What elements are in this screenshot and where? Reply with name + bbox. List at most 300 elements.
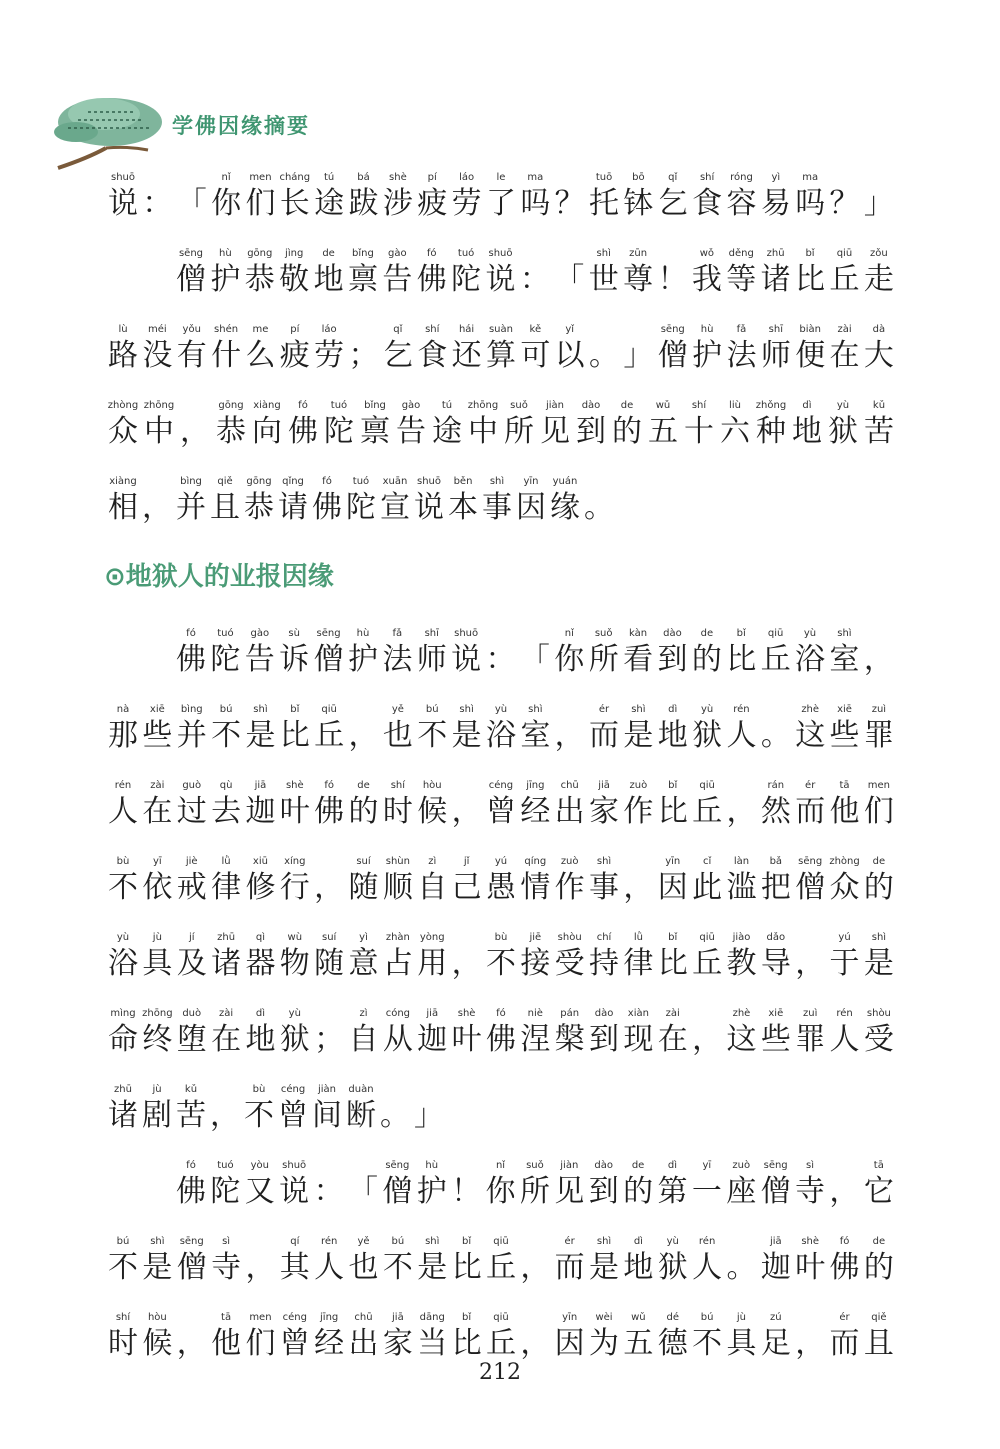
- text-line: [106, 382, 896, 452]
- pinyin: suǒ: [594, 628, 613, 639]
- pinyin: bù: [252, 1084, 266, 1095]
- hanzi: ，: [314, 870, 345, 905]
- hanzi: 护: [692, 338, 723, 373]
- hanzi: 在: [657, 1022, 688, 1057]
- pinyin: de: [872, 856, 886, 867]
- character-with-pinyin: [449, 247, 483, 300]
- hanzi: 没: [142, 338, 173, 373]
- text-line: [174, 610, 896, 680]
- character-with-pinyin: [759, 779, 793, 832]
- pinyin: zuò: [732, 1160, 751, 1171]
- hanzi: 走: [863, 262, 894, 297]
- pinyin: suí: [321, 932, 337, 943]
- character-with-pinyin: [553, 1007, 587, 1060]
- hanzi: 不: [485, 946, 516, 981]
- pinyin: gào: [388, 248, 407, 259]
- character-with-pinyin: [656, 171, 690, 224]
- character-with-pinyin: [793, 931, 827, 984]
- character-with-pinyin: [862, 1007, 896, 1060]
- character-with-pinyin: [347, 1007, 381, 1060]
- pinyin: tuó: [352, 476, 370, 487]
- character-with-pinyin: [450, 171, 484, 224]
- hanzi: 在: [211, 1022, 242, 1057]
- pinyin: yě: [391, 704, 404, 715]
- hanzi: ！: [451, 1174, 482, 1209]
- hanzi: ，: [623, 870, 654, 905]
- hanzi: 佛: [829, 1250, 860, 1285]
- character-with-pinyin: [381, 1007, 415, 1060]
- pinyin: qiū: [767, 628, 784, 639]
- hanzi: 而: [589, 718, 620, 753]
- pinyin: rén: [836, 1008, 853, 1019]
- character-with-pinyin: [587, 1159, 621, 1212]
- pinyin: xíng: [284, 856, 306, 867]
- text-line: [106, 762, 896, 832]
- hanzi: 人: [829, 1022, 860, 1057]
- hanzi: 丘: [692, 946, 723, 981]
- hanzi: ，: [795, 946, 826, 981]
- hanzi: 丘: [692, 794, 723, 829]
- character-with-pinyin: [690, 1311, 724, 1364]
- character-with-pinyin: [690, 1007, 724, 1060]
- pinyin: zài: [219, 1008, 234, 1019]
- pinyin: tuō: [595, 172, 613, 183]
- hanzi: 律: [211, 870, 242, 905]
- hanzi: 僧: [313, 642, 344, 677]
- character-with-pinyin: [381, 1311, 415, 1364]
- pinyin: hòu: [147, 1312, 167, 1323]
- character-with-pinyin: [646, 399, 680, 452]
- pinyin: běn: [453, 476, 473, 487]
- character-with-pinyin: [174, 1159, 208, 1212]
- hanzi: 占: [382, 946, 413, 981]
- character-with-pinyin: [174, 627, 208, 680]
- pinyin: shì: [837, 628, 852, 639]
- pinyin: lǜ: [633, 932, 643, 943]
- hanzi: 们: [245, 186, 276, 221]
- character-with-pinyin: [518, 1311, 552, 1364]
- character-with-pinyin: [276, 1083, 310, 1136]
- pinyin: tú: [441, 400, 453, 411]
- character-with-pinyin: [621, 779, 655, 832]
- hanzi: 到: [589, 1022, 620, 1057]
- pinyin: shì: [150, 1236, 165, 1247]
- hanzi: 算: [485, 338, 516, 373]
- character-with-pinyin: [312, 171, 346, 224]
- hanzi: 为: [589, 1326, 620, 1361]
- hanzi: 。: [760, 718, 791, 753]
- hanzi: 恭: [244, 490, 274, 525]
- hanzi: 佛: [288, 414, 318, 449]
- text-line: [174, 1142, 896, 1212]
- pinyin: yì: [359, 932, 368, 943]
- hanzi: 佛: [312, 490, 342, 525]
- pinyin: hù: [356, 628, 370, 639]
- hanzi: 们: [245, 1326, 276, 1361]
- hanzi: 「: [176, 186, 207, 221]
- hanzi: 禀: [360, 414, 390, 449]
- character-with-pinyin: [312, 1007, 346, 1060]
- hanzi: 钵: [623, 186, 654, 221]
- character-with-pinyin: [312, 323, 346, 376]
- character-with-pinyin: [759, 171, 793, 224]
- hanzi: 随: [348, 870, 379, 905]
- hanzi: 丘: [485, 1326, 516, 1361]
- hanzi: 护: [210, 262, 241, 297]
- pinyin: shòu: [557, 932, 582, 943]
- character-with-pinyin: [724, 1311, 758, 1364]
- pinyin: yǒu: [182, 324, 201, 335]
- hanzi: 具: [726, 1326, 757, 1361]
- hanzi: 丘: [760, 642, 791, 677]
- character-with-pinyin: [587, 171, 621, 224]
- pinyin: céng: [488, 780, 514, 791]
- pinyin: bō: [632, 172, 645, 183]
- pinyin: zǒu: [869, 248, 888, 259]
- character-with-pinyin: [621, 627, 655, 680]
- hanzi: 苦: [176, 1098, 206, 1133]
- character-with-pinyin: [174, 1083, 208, 1136]
- pinyin: shuō: [454, 628, 479, 639]
- pinyin: yù: [494, 704, 508, 715]
- pinyin: qiū: [493, 1312, 509, 1323]
- character-with-pinyin: [415, 1235, 449, 1288]
- hanzi: 滥: [726, 870, 757, 905]
- pinyin: dà: [872, 324, 886, 335]
- pinyin: jīng: [526, 780, 545, 791]
- hanzi: 命: [108, 1022, 138, 1057]
- character-with-pinyin: [754, 399, 788, 452]
- character-with-pinyin: [278, 1311, 312, 1364]
- hanzi: 他: [829, 794, 860, 829]
- pinyin: cóng: [385, 1008, 411, 1019]
- character-with-pinyin: [415, 323, 449, 376]
- hanzi: 到: [588, 1174, 619, 1209]
- hanzi: 并: [176, 718, 207, 753]
- character-with-pinyin: [449, 1159, 483, 1212]
- character-with-pinyin: [484, 703, 518, 756]
- pinyin: qǐ: [393, 324, 403, 335]
- hanzi: 还: [451, 338, 482, 373]
- pinyin: cháng: [279, 172, 311, 183]
- pinyin: xiàn: [627, 1008, 649, 1019]
- hanzi: 事: [589, 870, 620, 905]
- hanzi: 师: [416, 642, 447, 677]
- hanzi: 的: [863, 1250, 894, 1285]
- character-with-pinyin: [718, 399, 752, 452]
- character-with-pinyin: [724, 627, 758, 680]
- hanzi: 疲: [417, 186, 448, 221]
- hanzi: 以: [554, 338, 585, 373]
- pinyin: zhōng: [142, 1008, 173, 1019]
- hanzi: ，: [726, 794, 757, 829]
- hanzi: 地: [313, 262, 344, 297]
- text-line: [106, 1218, 896, 1288]
- character-with-pinyin: [553, 703, 587, 756]
- hanzi: 些: [829, 718, 860, 753]
- pinyin: bǎ: [769, 856, 783, 867]
- character-with-pinyin: [450, 1007, 484, 1060]
- pinyin: qiū: [699, 932, 715, 943]
- hanzi: 相: [108, 490, 138, 525]
- pinyin: fó: [186, 1160, 196, 1171]
- hanzi: 的: [623, 1174, 654, 1209]
- character-with-pinyin: [175, 931, 209, 984]
- hanzi: ，: [795, 1326, 826, 1361]
- character-with-pinyin: [827, 627, 861, 680]
- hanzi: ，: [451, 794, 482, 829]
- character-with-pinyin: [655, 627, 689, 680]
- character-with-pinyin: [724, 931, 758, 984]
- hanzi: 么: [245, 338, 276, 373]
- pinyin: lǜ: [221, 856, 231, 867]
- character-with-pinyin: [656, 855, 690, 908]
- character-with-pinyin: [582, 475, 616, 528]
- pinyin: bǐ: [668, 932, 678, 943]
- pinyin: wǒ: [699, 248, 714, 259]
- hanzi: 十: [684, 414, 714, 449]
- hanzi: 所: [504, 414, 534, 449]
- pinyin: làn: [733, 856, 750, 867]
- character-with-pinyin: [656, 1311, 690, 1364]
- character-with-pinyin: [312, 1159, 346, 1212]
- hanzi: 法: [382, 642, 413, 677]
- pinyin: me: [252, 324, 269, 335]
- hanzi: 所: [588, 642, 619, 677]
- character-with-pinyin: [106, 779, 140, 832]
- character-with-pinyin: [690, 627, 724, 680]
- character-with-pinyin: [380, 1159, 414, 1212]
- character-with-pinyin: [621, 323, 655, 376]
- pinyin: yī: [702, 1160, 712, 1171]
- hanzi: 情: [520, 870, 551, 905]
- character-with-pinyin: [518, 779, 552, 832]
- character-with-pinyin: [106, 855, 140, 908]
- pinyin: shuō: [282, 1160, 307, 1171]
- pinyin: ér: [839, 1312, 850, 1323]
- character-with-pinyin: [862, 247, 896, 300]
- character-with-pinyin: [381, 779, 415, 832]
- hanzi: 。: [380, 1098, 410, 1133]
- text-line: [106, 458, 896, 528]
- character-with-pinyin: [209, 171, 243, 224]
- hanzi: ，: [176, 1326, 207, 1361]
- hanzi: ；: [314, 1022, 345, 1057]
- hanzi: 苦: [864, 414, 894, 449]
- character-with-pinyin: [724, 1159, 758, 1212]
- character-with-pinyin: [484, 931, 518, 984]
- hanzi: 迦: [760, 1250, 791, 1285]
- text-line: [106, 838, 896, 908]
- character-with-pinyin: [724, 247, 758, 300]
- character-with-pinyin: [450, 703, 484, 756]
- character-with-pinyin: [450, 855, 484, 908]
- character-with-pinyin: [347, 779, 381, 832]
- hanzi: 狱: [279, 1022, 310, 1057]
- hanzi: ，: [829, 1174, 860, 1209]
- hanzi: 行: [279, 870, 310, 905]
- hanzi: 到: [657, 642, 688, 677]
- hanzi: 出: [348, 1326, 379, 1361]
- pinyin: yù: [700, 704, 714, 715]
- pinyin: bìng: [180, 704, 203, 715]
- pinyin: qiū: [699, 780, 715, 791]
- hanzi: 时: [108, 1326, 138, 1361]
- character-with-pinyin: [174, 247, 208, 300]
- pinyin: suàn: [488, 324, 513, 335]
- character-with-pinyin: [724, 703, 758, 756]
- character-with-pinyin: [484, 247, 518, 300]
- character-with-pinyin: [759, 1159, 793, 1212]
- pinyin: wù: [287, 932, 303, 943]
- character-with-pinyin: [312, 1235, 346, 1288]
- character-with-pinyin: [140, 855, 174, 908]
- hanzi: 的: [612, 414, 642, 449]
- character-with-pinyin: [682, 399, 716, 452]
- character-with-pinyin: [412, 475, 446, 528]
- character-with-pinyin: [278, 931, 312, 984]
- character-with-pinyin: [690, 1159, 724, 1212]
- character-with-pinyin: [278, 779, 312, 832]
- hanzi: 吗: [520, 186, 551, 221]
- book-title: 学佛因缘摘要: [172, 114, 310, 138]
- pinyin: tú: [324, 172, 335, 183]
- hanzi: 你: [211, 186, 242, 221]
- hanzi: ？: [829, 186, 860, 221]
- character-with-pinyin: [621, 1235, 655, 1288]
- character-with-pinyin: [175, 1235, 209, 1288]
- hanzi: 其: [279, 1250, 310, 1285]
- hanzi: 僧: [795, 870, 826, 905]
- hanzi: 途: [432, 414, 462, 449]
- pinyin: shè: [389, 172, 407, 183]
- hanzi: 浴: [108, 946, 138, 981]
- hanzi: 戒: [176, 870, 207, 905]
- character-with-pinyin: [106, 323, 140, 376]
- pinyin: men: [249, 172, 272, 183]
- pinyin: jīng: [320, 1312, 339, 1323]
- character-with-pinyin: [759, 1311, 793, 1364]
- character-with-pinyin: [862, 171, 896, 224]
- pinyin: yù: [116, 932, 130, 943]
- hanzi: 曾: [485, 794, 516, 829]
- character-with-pinyin: [209, 1235, 243, 1288]
- character-with-pinyin: [621, 1159, 655, 1212]
- text-line: [106, 154, 896, 224]
- character-with-pinyin: [828, 323, 862, 376]
- hanzi: 不: [211, 718, 242, 753]
- character-with-pinyin: [140, 779, 174, 832]
- pinyin: xiē: [837, 704, 852, 715]
- character-with-pinyin: [656, 931, 690, 984]
- pinyin: zhè: [732, 1008, 751, 1019]
- pinyin: cǐ: [702, 856, 712, 867]
- character-with-pinyin: [243, 703, 277, 756]
- character-with-pinyin: [553, 323, 587, 376]
- pinyin: shùn: [385, 856, 410, 867]
- hanzi: 曾: [278, 1098, 308, 1133]
- character-with-pinyin: [242, 1083, 276, 1136]
- hanzi: ，: [180, 414, 210, 449]
- hanzi: 家: [382, 1326, 413, 1361]
- pinyin: qǐ: [668, 172, 678, 183]
- character-with-pinyin: [690, 855, 724, 908]
- character-with-pinyin: [243, 247, 277, 300]
- pinyin: men: [249, 1312, 272, 1323]
- character-with-pinyin: [793, 323, 827, 376]
- pinyin: xiē: [149, 704, 165, 715]
- hanzi: 不: [382, 1250, 413, 1285]
- hanzi: 迦: [417, 1022, 448, 1057]
- hanzi: 家: [589, 794, 620, 829]
- character-with-pinyin: [484, 1311, 518, 1364]
- hanzi: 告: [382, 262, 413, 297]
- hanzi: 有: [176, 338, 207, 373]
- pinyin: dì: [668, 704, 678, 715]
- character-with-pinyin: [208, 247, 242, 300]
- hanzi: 人: [314, 1250, 345, 1285]
- character-with-pinyin: [140, 475, 174, 528]
- pinyin: yù: [288, 1008, 301, 1019]
- pinyin: qiě: [217, 476, 233, 487]
- hanzi: 也: [348, 1250, 379, 1285]
- pinyin: yīn: [665, 856, 681, 867]
- hanzi: 本: [448, 490, 478, 525]
- character-with-pinyin: [450, 323, 484, 376]
- hanzi: 于: [829, 946, 860, 981]
- hanzi: 在: [142, 794, 173, 829]
- hanzi: 教: [726, 946, 757, 981]
- pinyin: jù: [736, 1312, 747, 1323]
- hanzi: 曾: [279, 1326, 310, 1361]
- hanzi: 路: [108, 338, 138, 373]
- pinyin: dào: [581, 400, 601, 411]
- character-with-pinyin: [724, 171, 758, 224]
- hanzi: 室: [520, 718, 551, 753]
- character-with-pinyin: [415, 1007, 449, 1060]
- hanzi: 地: [245, 1022, 276, 1057]
- pinyin: tuó: [330, 400, 348, 411]
- pinyin: shì: [253, 704, 268, 715]
- pinyin: bǐ: [462, 1236, 472, 1247]
- pinyin: hù: [700, 324, 714, 335]
- text-line: [106, 686, 896, 756]
- hanzi: 乞: [382, 338, 413, 373]
- character-with-pinyin: [208, 475, 242, 528]
- character-with-pinyin: [655, 1159, 689, 1212]
- hanzi: 的: [348, 794, 379, 829]
- pinyin: wǔ: [631, 1312, 646, 1323]
- pinyin: zài: [150, 780, 165, 791]
- pinyin: zhōng: [467, 400, 499, 411]
- hanzi: 随: [314, 946, 345, 981]
- hanzi: 向: [252, 414, 282, 449]
- character-with-pinyin: [828, 703, 862, 756]
- pinyin: niè: [527, 1008, 543, 1019]
- pinyin: tā: [839, 780, 850, 791]
- pinyin: zì: [428, 856, 437, 867]
- hanzi: 佛: [176, 642, 206, 677]
- hanzi: 些: [142, 718, 173, 753]
- hanzi: ！: [657, 262, 688, 297]
- pinyin: yù: [803, 628, 817, 639]
- character-with-pinyin: [378, 1083, 412, 1136]
- character-with-pinyin: [381, 1235, 415, 1288]
- hanzi: 叶: [451, 1022, 482, 1057]
- pinyin: děng: [728, 248, 754, 259]
- pinyin: jiàn: [545, 400, 565, 411]
- pinyin: nǐ: [221, 172, 231, 183]
